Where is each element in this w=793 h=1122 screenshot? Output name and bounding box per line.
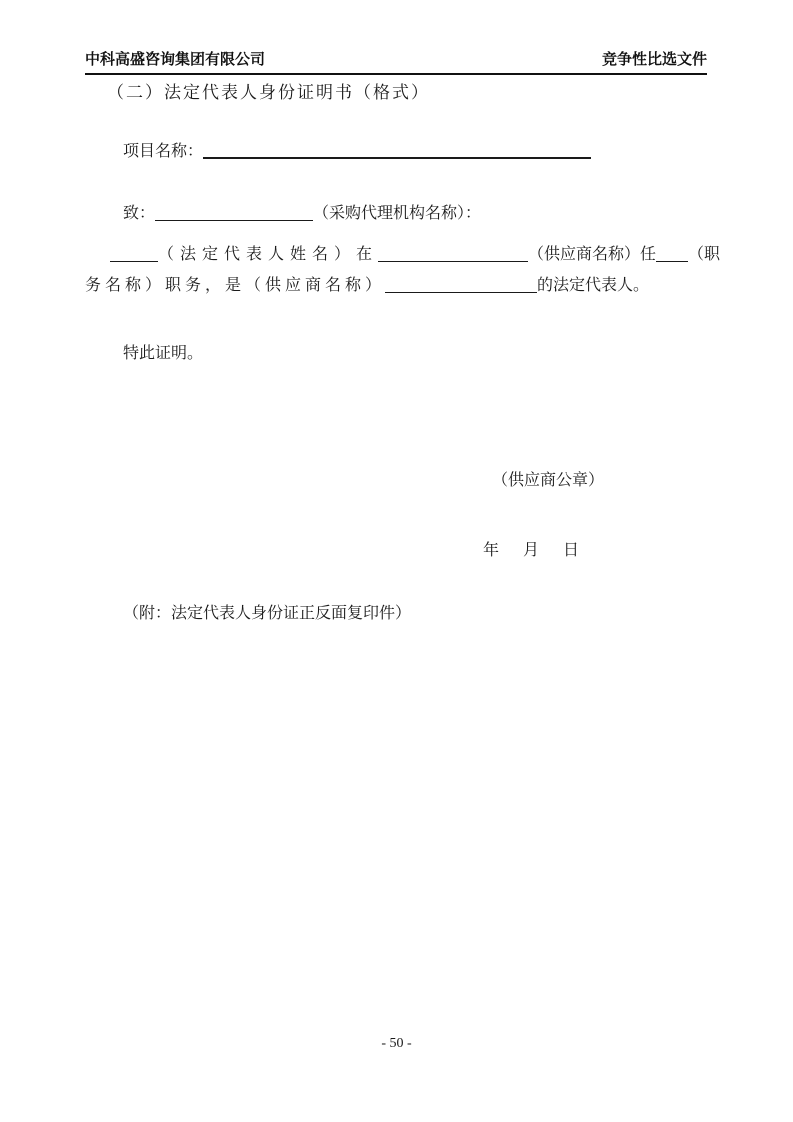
rep-name-suffix-label: （法定代表人姓名）在 (158, 246, 379, 263)
blank-supplier-name (378, 246, 528, 262)
body-paragraph-line-2 (85, 276, 649, 296)
line2-prefix-label: 务名称）职务，是（供应商名称） (85, 277, 386, 294)
page-header (85, 48, 707, 75)
header-company-name: 中科高盛咨询集团有限公司 (85, 51, 266, 68)
header-doc-type: 竞争性比选文件 (601, 51, 707, 68)
date-line: 年 月 日 (483, 542, 584, 559)
certify-statement: 特此证明。 (123, 345, 204, 362)
attachment-note: （附：法定代表人身份证正反面复印件） (123, 605, 412, 622)
project-name-label: 项目名称： (123, 143, 204, 160)
blank-project-name (203, 143, 591, 159)
project-name-line (123, 142, 591, 162)
line2-suffix-label: 的法定代表人。 (537, 277, 650, 294)
to-label: 致： (123, 205, 156, 222)
agency-suffix-label: （采购代理机构名称）： (313, 205, 482, 222)
body-paragraph-line-1 (110, 245, 720, 265)
addressee-line (123, 204, 481, 224)
supplier-suffix-label: （供应商名称）任 (528, 246, 657, 263)
supplier-seal-note: （供应商公章） (492, 472, 605, 489)
post-open-label: （职 (688, 246, 721, 263)
blank-rep-name (110, 246, 158, 262)
page-number: - 50 - (381, 1036, 412, 1051)
blank-agency-name (155, 205, 313, 221)
blank-post-name (656, 246, 688, 262)
section-title: （二）法定代表人身份证明书（格式） (107, 83, 430, 102)
blank-supplier-name-2 (385, 277, 537, 293)
